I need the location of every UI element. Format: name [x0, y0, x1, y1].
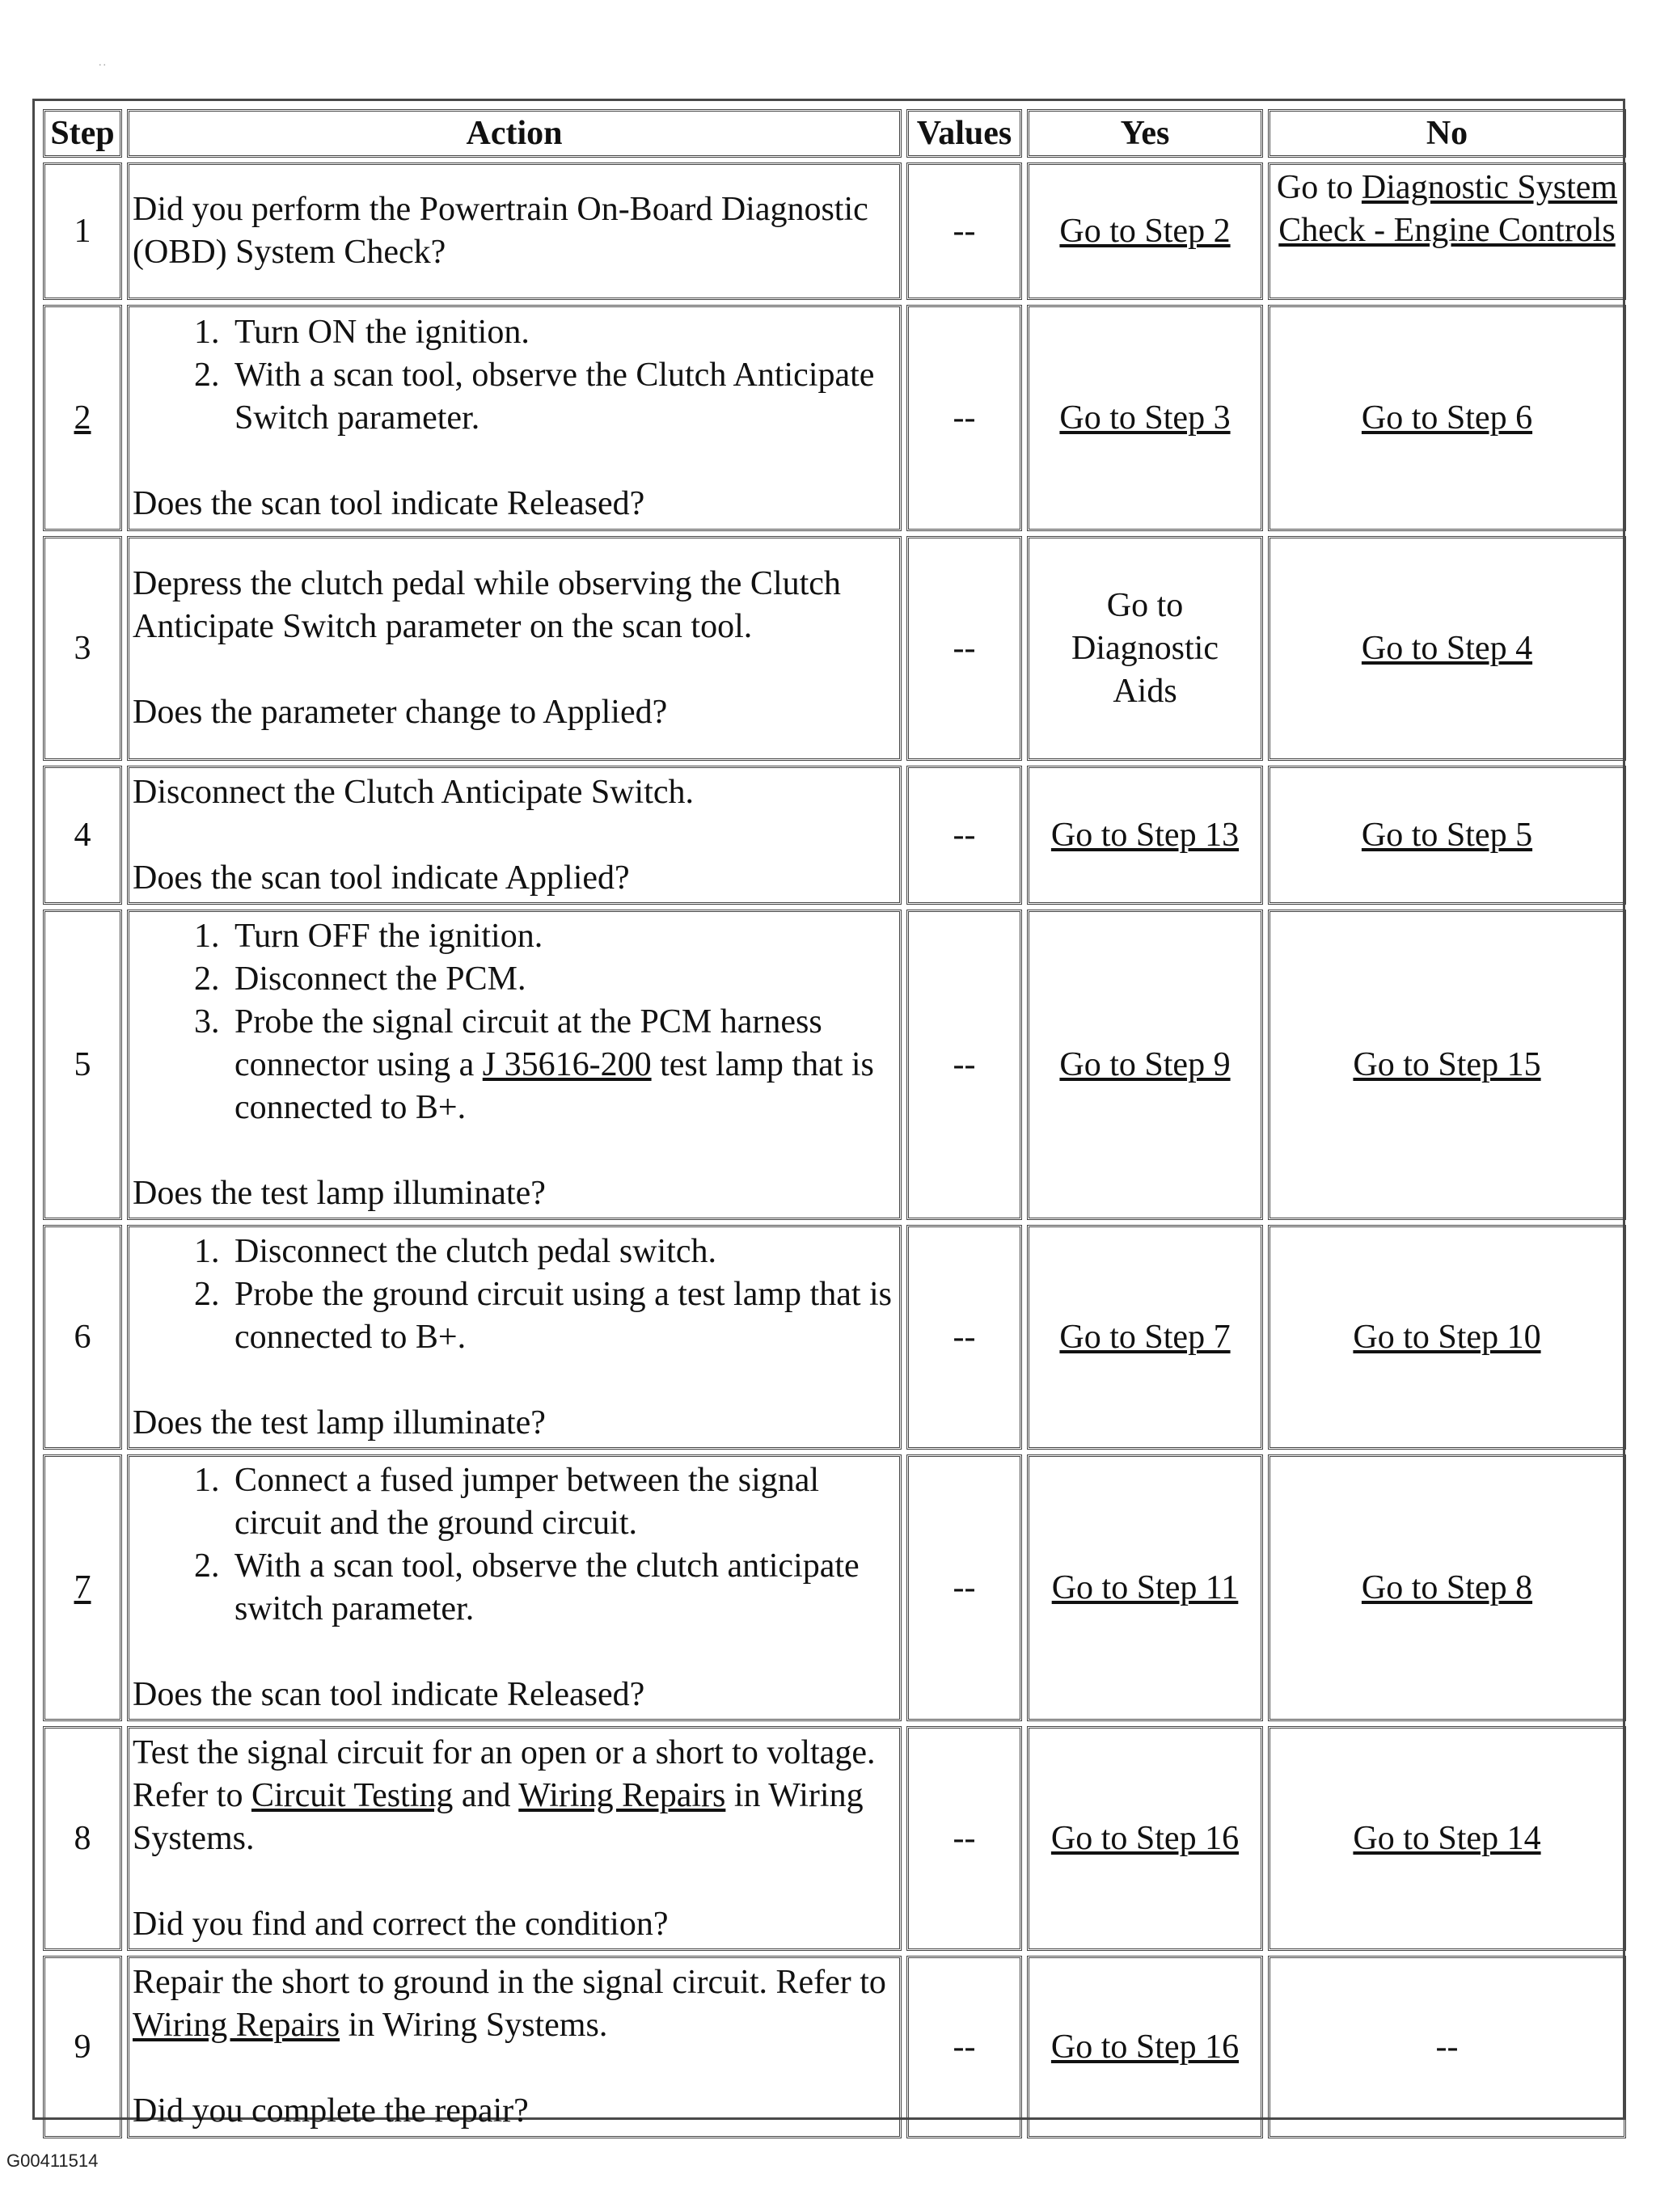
- yes-link[interactable]: Go to Step 16: [1050, 1819, 1240, 1857]
- no-link[interactable]: Go to Step 8: [1361, 1568, 1533, 1606]
- yes-cell: [1027, 1225, 1263, 1450]
- step-number: 5: [43, 910, 122, 1220]
- step-number: 9: [43, 1956, 122, 2138]
- yes-cell: [1027, 305, 1263, 531]
- step-number: [43, 1454, 122, 1721]
- no-cell: [1268, 766, 1626, 905]
- yes-cell: [1027, 766, 1263, 905]
- table-row: [43, 1454, 1626, 1721]
- step-number: 8: [43, 1726, 122, 1951]
- no-prefix: Go to: [1276, 169, 1362, 206]
- yes-link[interactable]: Go to Step 11: [1051, 1568, 1239, 1606]
- values-cell: --: [906, 305, 1022, 531]
- step-number: [43, 305, 122, 531]
- yes-cell: [1027, 1956, 1263, 2138]
- list-item: 2. Probe the ground circuit using a test lamp that is connected to B+.: [228, 1273, 896, 1359]
- table-row: [43, 1956, 1626, 2138]
- wiring-repairs-link[interactable]: Wiring Repairs: [518, 1776, 726, 1814]
- diagnostic-table: [38, 104, 1631, 2143]
- no-link[interactable]: Go to Step 4: [1361, 629, 1533, 667]
- list-item: 1. Turn ON the ignition.: [228, 311, 896, 354]
- step-number: 1: [43, 163, 122, 300]
- step-number: 6: [43, 1225, 122, 1450]
- wiring-repairs-link[interactable]: Wiring Repairs: [133, 2007, 340, 2044]
- action-suffix: in Wiring Systems.: [133, 1776, 864, 1857]
- step-number-link[interactable]: 7: [74, 1568, 91, 1606]
- tool-link[interactable]: J 35616-200: [482, 1045, 652, 1083]
- yes-link[interactable]: Go to Step 3: [1059, 399, 1231, 437]
- values-cell: --: [906, 1726, 1022, 1951]
- no-cell: [1268, 163, 1626, 300]
- action-question: Did you complete the repair?: [133, 2092, 529, 2130]
- action-cell: [127, 305, 902, 531]
- diagnostic-system-check-link[interactable]: Diagnostic System Check - Engine Controls: [1278, 169, 1618, 249]
- list-item: 2. Disconnect the PCM.: [228, 958, 896, 1001]
- action-question: Does the test lamp illuminate?: [133, 1174, 546, 1212]
- action-question: Does the parameter change to Applied?: [133, 694, 668, 731]
- action-cell: [127, 1454, 902, 1721]
- yes-cell: [1027, 163, 1263, 300]
- action-text: [133, 1732, 896, 1860]
- yes-text[interactable]: Go to Diagnostic Aids: [1071, 586, 1219, 710]
- table-row: [43, 910, 1626, 1220]
- list-item: 1. Turn OFF the ignition.: [228, 915, 896, 958]
- list-item: 2. With a scan tool, observe the Clutch Anticipate Switch parameter.: [228, 354, 896, 440]
- no-cell: [1268, 1726, 1626, 1951]
- action-cell: [127, 1225, 902, 1450]
- step-number-link[interactable]: 2: [74, 399, 91, 437]
- header-yes: Yes: [1027, 109, 1263, 158]
- circuit-testing-link[interactable]: Circuit Testing: [251, 1776, 454, 1814]
- no-cell: [1268, 1225, 1626, 1450]
- step3-prefix: Probe the signal circuit at the PCM harness connector using a: [234, 1003, 822, 1083]
- table-row: [43, 305, 1626, 531]
- table-row: [43, 1225, 1626, 1450]
- step-number: 4: [43, 766, 122, 905]
- yes-link[interactable]: Go to Step 16: [1050, 2028, 1240, 2066]
- no-link[interactable]: Go to Step 6: [1361, 399, 1533, 437]
- list-item: 1. Connect a fused jumper between the signal circuit and the ground circuit.: [228, 1459, 896, 1545]
- action-mid: and: [453, 1776, 519, 1814]
- action-question: Does the test lamp illuminate?: [133, 1404, 546, 1442]
- action-cell: [127, 163, 902, 300]
- header-step: Step: [43, 109, 122, 158]
- no-link[interactable]: Go to Step 14: [1353, 1819, 1541, 1857]
- header-row: [43, 109, 1626, 158]
- page-marks: ..: [99, 57, 108, 69]
- no-cell: [1268, 910, 1626, 1220]
- action-prefix: Test the signal circuit for an open or a short to voltage. Refer to: [133, 1733, 876, 1814]
- values-cell: --: [906, 536, 1022, 761]
- yes-link[interactable]: Go to Step 7: [1059, 1318, 1231, 1356]
- header-values: Values: [906, 109, 1022, 158]
- action-prefix: Repair the short to ground in the signal circuit. Refer to: [133, 1964, 886, 2001]
- diagnostic-table-frame: [32, 99, 1625, 2130]
- yes-cell: [1027, 910, 1263, 1220]
- list-item: 2. With a scan tool, observe the clutch anticipate switch parameter.: [228, 1545, 896, 1631]
- no-cell: [1268, 1454, 1626, 1721]
- table-row: [43, 536, 1626, 761]
- action-cell: [127, 910, 902, 1220]
- action-question: Does the scan tool indicate Released?: [133, 484, 645, 522]
- table-row: [43, 1726, 1626, 1951]
- table-row: [43, 163, 1626, 300]
- values-cell: --: [906, 910, 1022, 1220]
- action-text: Disconnect the Clutch Anticipate Switch.: [133, 773, 695, 811]
- no-link[interactable]: Go to Step 5: [1361, 816, 1533, 854]
- action-text: [133, 1961, 896, 2047]
- yes-cell: [1027, 1726, 1263, 1951]
- no-link[interactable]: Go to Step 15: [1353, 1045, 1541, 1083]
- action-text: Did you perform the Powertrain On-Board Diagnostic (OBD) System Check?: [133, 191, 868, 271]
- yes-link[interactable]: Go to Step 2: [1059, 212, 1231, 250]
- list-item: [228, 1001, 896, 1129]
- action-suffix: in Wiring Systems.: [340, 2007, 608, 2044]
- action-cell: [127, 1956, 902, 2138]
- action-steps-list: [133, 1231, 896, 1359]
- values-cell: --: [906, 1956, 1022, 2138]
- no-cell: [1268, 305, 1626, 531]
- no-link[interactable]: Go to Step 10: [1353, 1318, 1541, 1356]
- header-action: Action: [127, 109, 902, 158]
- action-cell: [127, 1726, 902, 1951]
- action-cell: [127, 766, 902, 905]
- table-row: [43, 766, 1626, 905]
- action-question: Does the scan tool indicate Released?: [133, 1676, 645, 1713]
- no-cell: --: [1268, 1956, 1626, 2138]
- action-question: Does the scan tool indicate Applied?: [133, 859, 630, 897]
- action-cell: [127, 536, 902, 761]
- action-question: Did you find and correct the condition?: [133, 1905, 669, 1943]
- step-number: 3: [43, 536, 122, 761]
- action-steps-list: [133, 311, 896, 440]
- values-cell: --: [906, 163, 1022, 300]
- action-steps-list: [133, 1459, 896, 1631]
- yes-link[interactable]: Go to Step 9: [1059, 1045, 1231, 1083]
- values-cell: --: [906, 766, 1022, 905]
- action-steps-list: [133, 915, 896, 1129]
- yes-cell: [1027, 536, 1263, 761]
- values-cell: --: [906, 1225, 1022, 1450]
- step3-suffix: test lamp that is connected to B+.: [234, 1045, 874, 1126]
- action-text: Depress the clutch pedal while observing the Clutch Anticipate Switch parameter on the scan tool.: [133, 565, 841, 645]
- values-cell: --: [906, 1454, 1022, 1721]
- no-cell: [1268, 536, 1626, 761]
- figure-code: G00411514: [6, 2151, 99, 2171]
- header-no: No: [1268, 109, 1626, 158]
- yes-cell: [1027, 1454, 1263, 1721]
- yes-link[interactable]: Go to Step 13: [1050, 816, 1240, 854]
- list-item: 1. Disconnect the clutch pedal switch.: [228, 1231, 896, 1273]
